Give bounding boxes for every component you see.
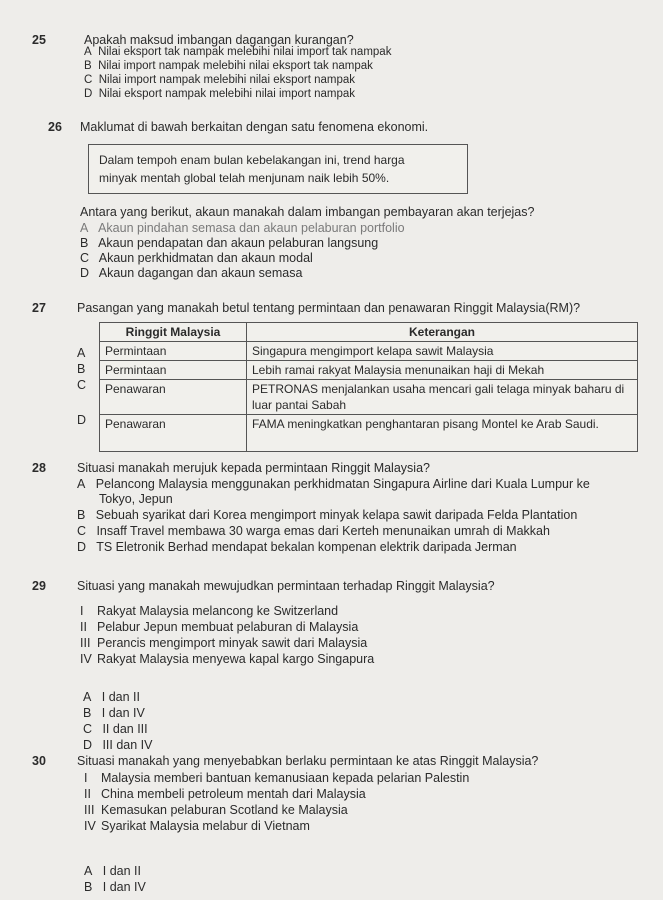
col-header-keterangan: Keterangan (247, 323, 638, 342)
q27-row-letter-b: B (77, 362, 86, 376)
q26-option-b: B Akaun pendapatan dan akaun pelaburan langsung (80, 236, 379, 250)
cell-rm: Penawaran (100, 380, 247, 415)
question-number-29: 29 (32, 579, 46, 593)
q30-option-b: B I dan IV (84, 880, 146, 894)
cell-keterangan: Singapura mengimport kelapa sawit Malaysia (247, 342, 638, 361)
question-number-30: 30 (32, 754, 46, 768)
q25-option-d: D Nilai eksport nampak melebihi nilai import nampak (84, 88, 356, 100)
q29-option-b: B I dan IV (83, 706, 145, 720)
q30-statement-2: II China membeli petroleum mentah dari Malaysia (84, 787, 366, 801)
q30-statement-4: IV Syarikat Malaysia melabur di Vietnam (84, 819, 310, 833)
question-26-stem: Maklumat di bawah berkaitan dengan satu fenomena ekonomi. (80, 120, 429, 134)
info-box-line-2: minyak mentah global telah menjunam naik lebih 50%. (99, 171, 390, 185)
q25-option-c: C Nilai import nampak melebihi nilai eksport nampak (84, 74, 356, 86)
question-30-stem: Situasi manakah yang menyebabkan berlaku permintaan ke atas Ringgit Malaysia? (77, 754, 539, 768)
q28-option-a-continued: Tokyo, Jepun (99, 492, 173, 506)
table-row (100, 415, 638, 452)
q29-option-a: A I dan II (83, 690, 140, 704)
question-28-stem: Situasi manakah merujuk kepada permintaan Ringgit Malaysia? (77, 461, 430, 475)
question-29-stem: Situasi yang manakah mewujudkan permintaan terhadap Ringgit Malaysia? (77, 579, 495, 593)
table-header-row (100, 323, 638, 342)
q28-option-b: B Sebuah syarikat dari Korea mengimport minyak kelapa sawit daripada Felda Plantation (77, 508, 578, 522)
cell-keterangan: PETRONAS menjalankan usaha mencari gali telaga minyak baharu di luar pantai Sabah (247, 380, 638, 415)
table-row (100, 361, 638, 380)
question-number-28: 28 (32, 461, 46, 475)
question-25-stem: Apakah maksud imbangan dagangan kurangan? (84, 33, 354, 47)
q30-statement-3: III Kemasukan pelaburan Scotland ke Malaysia (84, 803, 348, 817)
q26-option-d: D Akaun dagangan dan akaun semasa (80, 266, 303, 280)
q30-option-a: A I dan II (84, 864, 141, 878)
table-row (100, 342, 638, 361)
q29-statement-2: II Pelabur Jepun membuat pelaburan di Malaysia (80, 620, 359, 634)
q26-option-a: A Akaun pindahan semasa dan akaun pelaburan portfolio (80, 221, 405, 235)
col-header-ringgit: Ringgit Malaysia (100, 323, 247, 342)
question-number-26: 26 (48, 120, 62, 134)
question-number-25: 25 (32, 33, 46, 47)
q29-statement-4: IV Rakyat Malaysia menyewa kapal kargo Singapura (80, 652, 375, 666)
q25-option-b: B Nilai import nampak melebihi nilai eksport tak nampak (84, 60, 373, 72)
info-box-line-1: Dalam tempoh enam bulan kebelakangan ini, trend harga (99, 153, 405, 167)
q30-statement-1: I Malaysia memberi bantuan kemanusiaan kepada pelarian Palestin (84, 771, 470, 785)
q29-option-c: C II dan III (83, 722, 148, 736)
q27-row-letter-a: A (77, 346, 86, 360)
cell-rm: Permintaan (100, 361, 247, 380)
cell-keterangan: FAMA meningkatkan penghantaran pisang Montel ke Arab Saudi. (247, 415, 638, 452)
cell-rm: Permintaan (100, 342, 247, 361)
q29-option-d: D III dan IV (83, 738, 153, 752)
q25-option-a: A Nilai eksport tak nampak melebihi nilai import tak nampak (84, 46, 392, 58)
q27-row-letter-c: C (77, 378, 87, 392)
question-number-27: 27 (32, 301, 46, 315)
q28-option-a: A Pelancong Malaysia menggunakan perkhidmatan Singapura Airline dari Kuala Lumpur ke (77, 477, 590, 491)
q28-option-c: C Insaff Travel membawa 30 warga emas dari Kerteh menunaikan umrah di Makkah (77, 524, 550, 538)
rm-table (99, 322, 638, 452)
question-26-prompt: Antara yang berikut, akaun manakah dalam imbangan pembayaran akan terjejas? (80, 205, 535, 219)
info-box (88, 144, 468, 194)
cell-rm: Penawaran (100, 415, 247, 452)
q26-option-c: C Akaun perkhidmatan dan akaun modal (80, 251, 313, 265)
question-27-stem: Pasangan yang manakah betul tentang permintaan dan penawaran Ringgit Malaysia(RM)? (77, 301, 581, 315)
cell-keterangan: Lebih ramai rakyat Malaysia menunaikan haji di Mekah (247, 361, 638, 380)
q29-statement-3: III Perancis mengimport minyak sawit dari Malaysia (80, 636, 368, 650)
q29-statement-1: I Rakyat Malaysia melancong ke Switzerland (80, 604, 339, 618)
q27-row-letter-d: D (77, 413, 87, 427)
q28-option-d: D TS Eletronik Berhad mendapat bekalan kompenan elektrik daripada Jerman (77, 540, 517, 554)
table-row (100, 380, 638, 415)
